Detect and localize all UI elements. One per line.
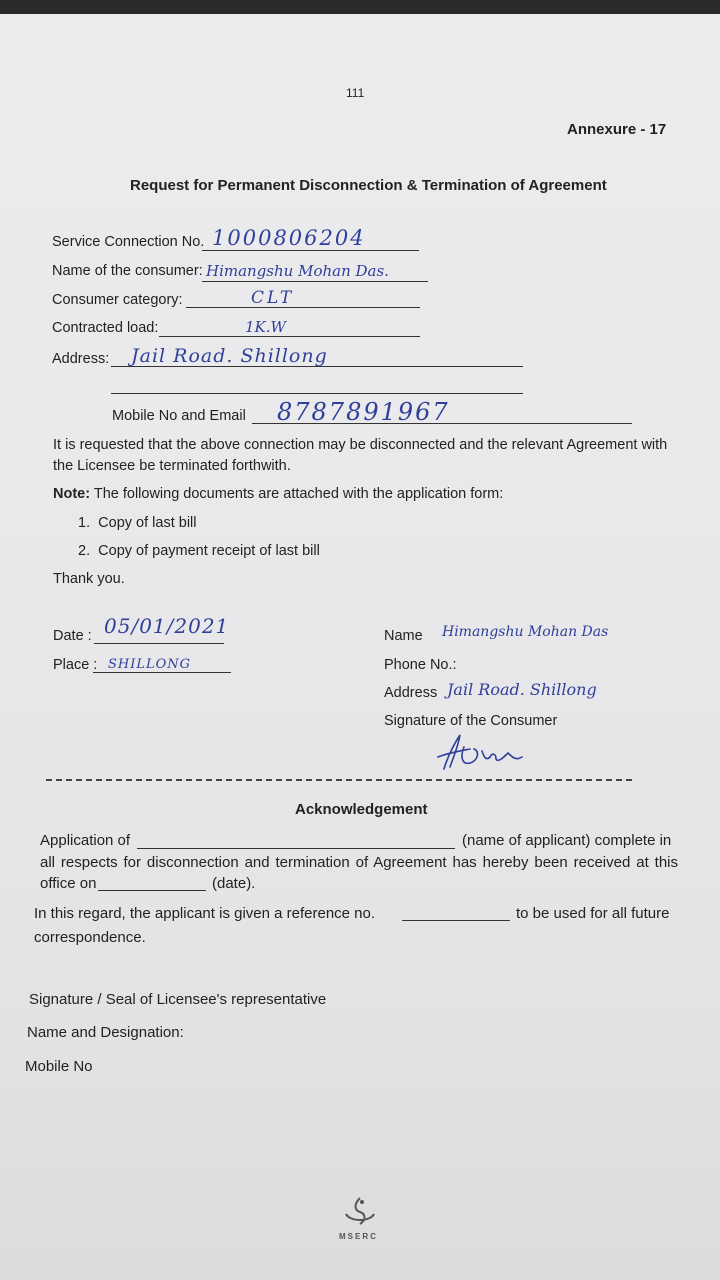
service-connection-value: 1000806204 [212, 226, 366, 250]
received-date-line [98, 890, 206, 891]
mobile-value: 8787891967 [277, 398, 450, 426]
ack-line1-b: (name of applicant) complete in [462, 832, 672, 849]
mserc-logo-icon [340, 1196, 380, 1226]
reference-no-line [402, 920, 510, 921]
acknowledgement-title: Acknowledgement [295, 801, 428, 818]
service-connection-line [202, 250, 419, 251]
note-label: Note: [53, 486, 91, 502]
ack-line2: all respects for disconnection and termination of Agreement has hereby been received at this [40, 854, 678, 871]
date-value: 05/01/2021 [104, 614, 230, 638]
licensee-mobile-label: Mobile No [25, 1058, 93, 1075]
date-line [94, 643, 224, 644]
doc-number: 1. [78, 515, 91, 531]
request-paragraph-line2: the Licensee be terminated forthwith. [53, 458, 291, 474]
load-line [159, 336, 420, 337]
photo-top-edge [0, 0, 720, 14]
load-value: 1K.W [245, 318, 286, 336]
doc-text: Copy of last bill [98, 515, 197, 531]
mserc-logo-text: MSERC [339, 1232, 378, 1241]
doc-number: 2. [78, 543, 91, 559]
address-label: Address: [52, 351, 110, 367]
place-label: Place : [53, 657, 98, 673]
name-value: Himangshu Mohan Das [442, 624, 609, 640]
ack-ref-line-b: to be used for all future [516, 905, 670, 922]
signature-scribble-icon [430, 727, 530, 775]
document-item-1 [78, 515, 196, 531]
ack-ref-line2: correspondence. [34, 929, 146, 946]
form-title: Request for Permanent Disconnection & Termination of Agreement [130, 177, 607, 194]
load-label: Contracted load: [52, 320, 159, 336]
document-item-2 [78, 543, 320, 559]
ack-line3-a: office on [40, 875, 97, 892]
mobile-label: Mobile No and Email [112, 408, 246, 424]
service-connection-label: Service Connection No. [52, 234, 205, 250]
consumer-name-label: Name of the consumer: [52, 263, 203, 279]
category-line [186, 307, 420, 308]
dashed-separator [46, 779, 632, 781]
annexure-label: Annexure - 17 [567, 121, 667, 138]
place-value: SHILLONG [108, 657, 192, 672]
name-designation-label: Name and Designation: [27, 1024, 184, 1041]
ack-ref-line-a: In this regard, the applicant is given a reference no. [34, 905, 376, 922]
date-label: Date : [53, 628, 92, 644]
name-label: Name [384, 628, 423, 644]
phone-label: Phone No.: [384, 657, 457, 673]
signoff-address-label: Address [384, 685, 438, 701]
request-paragraph-line1: It is requested that the above connection may be disconnected and the relevant Agreement with [53, 437, 668, 453]
ack-line3-b: (date). [212, 875, 256, 892]
applicant-name-line [137, 848, 455, 849]
note-text: The following documents are attached with the application form: [93, 486, 504, 502]
consumer-name-value: Himangshu Mohan Das. [206, 262, 389, 280]
page-number: 111 [346, 86, 365, 100]
category-label: Consumer category: [52, 292, 183, 308]
place-line [93, 672, 231, 673]
signature-label: Signature of the Consumer [384, 713, 558, 729]
note-line [53, 486, 503, 502]
licensee-signature-label: Signature / Seal of Licensee's representative [29, 991, 327, 1008]
category-value: CLT [251, 288, 295, 308]
ack-line1-a: Application of [40, 832, 131, 849]
thank-you: Thank you. [53, 571, 125, 587]
address-value: Jail Road. Shillong [131, 345, 328, 367]
address-line-2 [111, 393, 523, 394]
doc-text: Copy of payment receipt of last bill [98, 543, 320, 559]
signoff-address-value: Jail Road. Shillong [447, 680, 597, 699]
consumer-name-line [202, 281, 428, 282]
